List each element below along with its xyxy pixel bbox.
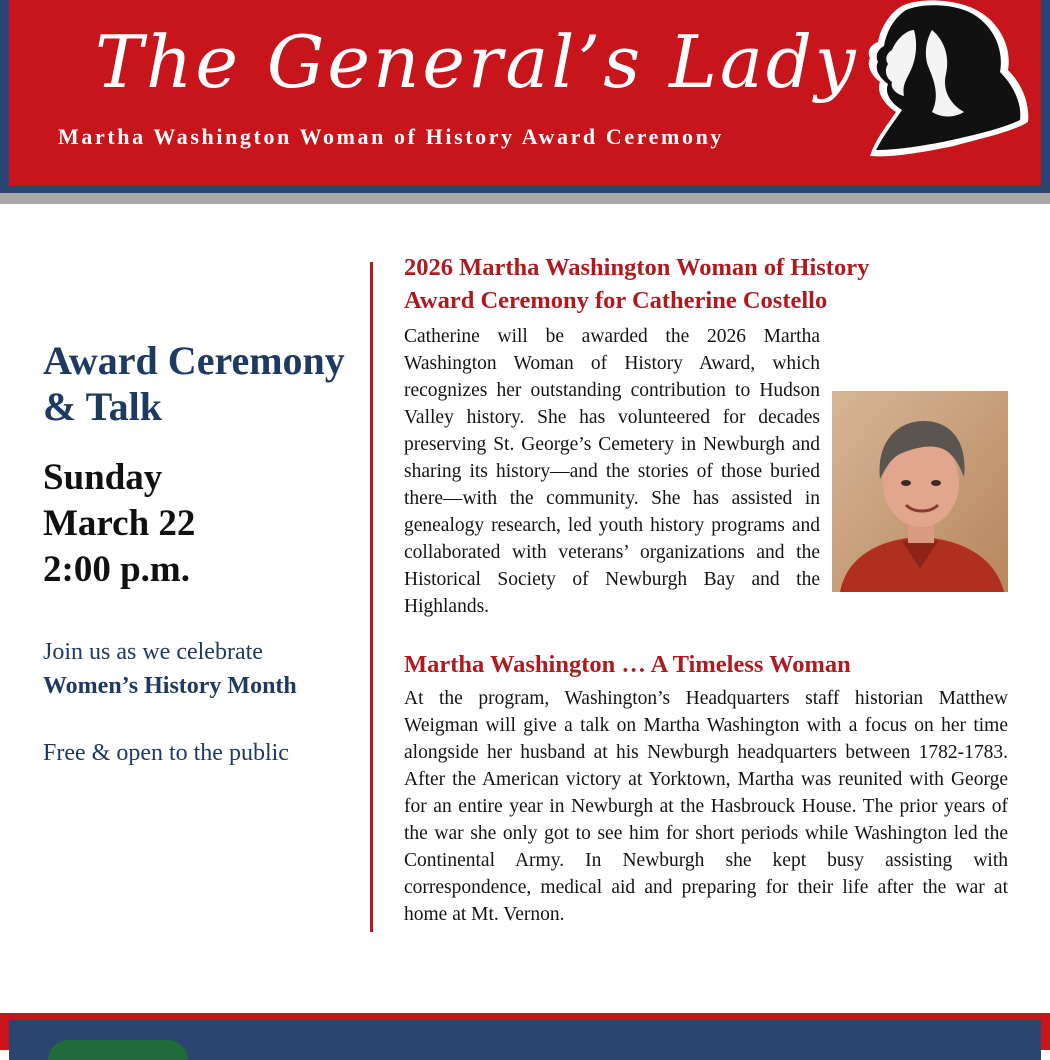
event-date: March 22 — [43, 503, 196, 544]
header-divider — [0, 193, 1050, 204]
join-text: Join us as we celebrate — [43, 639, 263, 665]
talk-section-title: Martha Washington … A Timeless Woman — [404, 651, 851, 678]
award-section-title — [404, 251, 1014, 317]
award-title-line2: Award Ceremony for Catherine Costello — [404, 287, 828, 314]
event-heading-line2: & Talk — [43, 384, 162, 429]
footer-logo-icon — [48, 1040, 188, 1060]
column-divider — [370, 262, 373, 932]
event-datetime — [43, 455, 343, 593]
event-day: Sunday — [43, 457, 163, 498]
page-title: The General’s Lady — [95, 20, 859, 104]
honoree-photo — [832, 391, 1008, 592]
award-title-line1: 2026 Martha Washington Woman of History — [404, 254, 870, 281]
award-body-text: Catherine will be awarded the 2026 Martha Washington Woman of History Award, which recognizes her outstanding contribution to Hudson Valley history. She has volunteered for decades preserving St. George’s Cemetery in Newburgh and sharing its history—and the stories of those buried there—with the community. She has assisted in genealogy research, led youth history programs and collaborated with veterans’ organizations and the Historical Society of Newburgh Bay and the Highlands. — [404, 326, 820, 617]
admission-text: Free & open to the public — [43, 740, 289, 766]
event-time: 2:00 p.m. — [43, 549, 190, 590]
womens-history-month: Women’s History Month — [43, 673, 297, 699]
honoree-portrait — [832, 391, 1008, 592]
celebrate-text — [43, 635, 363, 703]
award-section-body — [404, 323, 1008, 620]
talk-section-body: At the program, Washington’s Headquarters staff historian Matthew Weigman will give a talk on Martha Washington with a focus on her time alongside her husband at his Newburgh headquarters between 1782-1783. After the American victory at Yorktown, Martha was reunited with George for an entire year in Newburgh at the Hasbrouck House. The prior years of the war she only got to see him for short periods while Washington led the Continental Army. In Newburgh she kept busy assisting with correspondence, medical aid and preparing for their life after the war at home at Mt. Vernon. — [404, 688, 1008, 925]
event-heading-line1: Award Ceremony — [43, 338, 345, 383]
event-heading — [43, 338, 363, 430]
page-subtitle: Martha Washington Woman of History Award Ceremony — [58, 124, 725, 149]
washington-silhouette-icon — [862, 0, 1032, 160]
